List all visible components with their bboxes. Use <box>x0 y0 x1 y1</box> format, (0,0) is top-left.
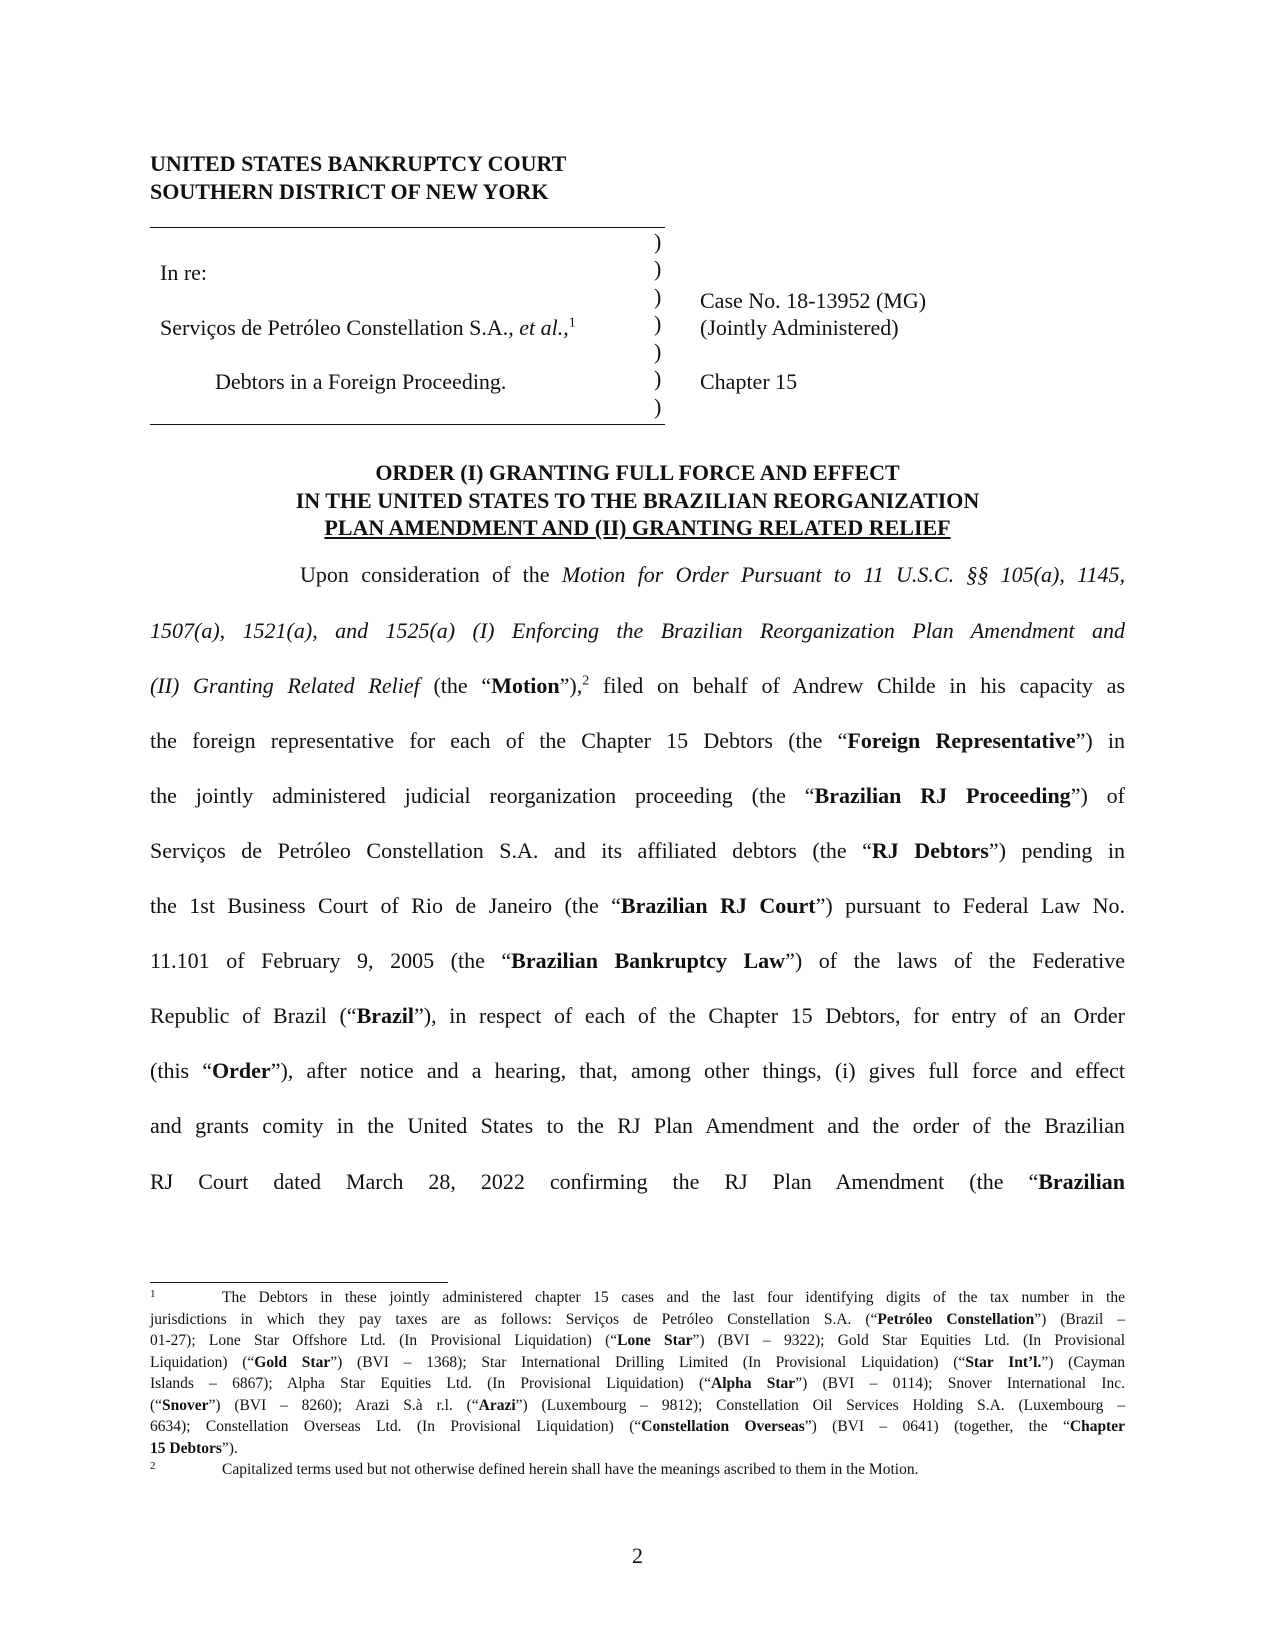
footnote-line: Liquidation) (“Gold Star”) (BVI – 1368); Star International Drilling Limited (In Provisional Liquidation) (“Star Int’l.”) (Cayman <box>150 1353 1125 1371</box>
court-header <box>150 150 566 206</box>
footnote-line: 15 Debtors”). <box>150 1439 238 1457</box>
caption-paren: ) <box>654 256 662 281</box>
body-line: and grants comity in the United States to the RJ Plan Amendment and the order of the Brazilian <box>150 1113 1125 1138</box>
footnote-line: The Debtors in these jointly administered chapter 15 cases and the last four identifying digits of the tax number in the <box>222 1289 1125 1306</box>
court-name: UNITED STATES BANKRUPTCY COURT <box>150 151 567 176</box>
caption-debtor-name: Serviços de Petróleo Constellation S.A., et al.,$^1$ <box>160 315 576 340</box>
footnote-line: jurisdictions in which they pay taxes are as follows: Serviços de Petróleo Constellation S.A. (“Petróleo Constellation”) (Brazil – <box>150 1310 1125 1328</box>
order-title <box>150 459 1125 542</box>
body-line: the foreign representative for each of the Chapter 15 Debtors (the “Foreign Representative”) in <box>150 728 1126 753</box>
chapter-label: Chapter 15 <box>700 369 798 394</box>
caption-paren: ) <box>654 284 662 309</box>
caption-paren: ) <box>654 366 662 391</box>
caption-paren: ) <box>654 311 662 336</box>
body-line: (II) Granting Related Relief (the “Motion”),$^2$ filed on behalf of Andrew Childe in his capacity as <box>150 673 1126 698</box>
caption-paren: ) <box>654 339 662 364</box>
footnote-rule <box>150 1282 448 1283</box>
case-number: Case No. 18-13952 (MG) <box>700 288 927 313</box>
court-district: SOUTHERN DISTRICT OF NEW YORK <box>150 179 549 204</box>
footnote-1-number: 1 <box>150 1288 156 1300</box>
footnote-line: (“Snover”) (BVI – 8260); Arazi S.à r.l. (“Arazi”) (Luxembourg – 9812); Constellation Oil Services Holding S.A. (Luxembourg – <box>150 1396 1125 1414</box>
footnote-ref-1[interactable]: 1 <box>568 315 576 331</box>
title-line-3: PLAN AMENDMENT AND (II) GRANTING RELATED RELIEF <box>324 515 951 540</box>
title-line-2: IN THE UNITED STATES TO THE BRAZILIAN REORGANIZATION <box>295 487 980 513</box>
footnote-line: Capitalized terms used but not otherwise defined herein shall have the meanings ascribed to them in the Motion. <box>222 1461 919 1478</box>
body-line: 1507(a), 1521(a), and 1525(a) (I) Enforcing the Brazilian Reorganization Plan Amendment and <box>150 618 1125 643</box>
footnote-ref-2[interactable]: 2 <box>582 673 590 689</box>
footnote-2 <box>150 1459 1125 1481</box>
body-line: Republic of Brazil (“Brazil”), in respect of each of the Chapter 15 Debtors, for entry of an Order <box>150 1003 1125 1028</box>
body-line: 11.101 of February 9, 2005 (the “Brazilian Bankruptcy Law”) of the laws of the Federative <box>150 948 1125 973</box>
footnote-line: Islands – 6867); Alpha Star Equities Ltd. (In Provisional Liquidation) (“Alpha Star”) (BVI – 0114); Snover International Inc. <box>150 1375 1125 1392</box>
body-line: (this “Order”), after notice and a hearing, that, among other things, (i) gives full force and effect <box>150 1058 1125 1083</box>
caption-paren: ) <box>654 229 662 254</box>
footnote-line: 6634); Constellation Overseas Ltd. (In Provisional Liquidation) (“Constellation Overseas”) (BVI – 0641) (together, the “Chapter <box>150 1418 1125 1435</box>
body-line: Upon consideration of the Motion for Order Pursuant to 11 U.S.C. §§ 105(a), 1145, <box>300 562 1126 587</box>
body-line: the 1st Business Court of Rio de Janeiro (the “Brazilian RJ Court”) pursuant to Federal Law No. <box>150 893 1125 918</box>
caption-debtors-desc: Debtors in a Foreign Proceeding. <box>215 369 507 394</box>
jointly-administered: (Jointly Administered) <box>700 315 899 340</box>
caption-bottom-rule <box>150 424 665 425</box>
footnote-line: 01-27); Lone Star Offshore Ltd. (In Provisional Liquidation) (“Lone Star”) (BVI – 9322); Gold Star Equities Ltd. (In Provisional <box>150 1332 1126 1349</box>
body-line: Serviços de Petróleo Constellation S.A. and its affiliated debtors (the “RJ Debtors”) pending in <box>150 838 1125 863</box>
body-line: RJ Court dated March 28, 2022 confirming the RJ Plan Amendment (the “Brazilian <box>150 1169 1125 1194</box>
footnote-1 <box>150 1287 1125 1459</box>
body-line: the jointly administered judicial reorganization proceeding (the “Brazilian RJ Proceeding”) of <box>150 783 1125 808</box>
page-number: 2 <box>632 1543 643 1568</box>
caption-paren: ) <box>654 394 662 419</box>
title-line-1: ORDER (I) GRANTING FULL FORCE AND EFFECT <box>375 460 900 485</box>
caption-top-rule <box>150 227 665 228</box>
footnote-2-number: 2 <box>150 1460 156 1472</box>
caption-in-re: In re: <box>160 260 208 285</box>
